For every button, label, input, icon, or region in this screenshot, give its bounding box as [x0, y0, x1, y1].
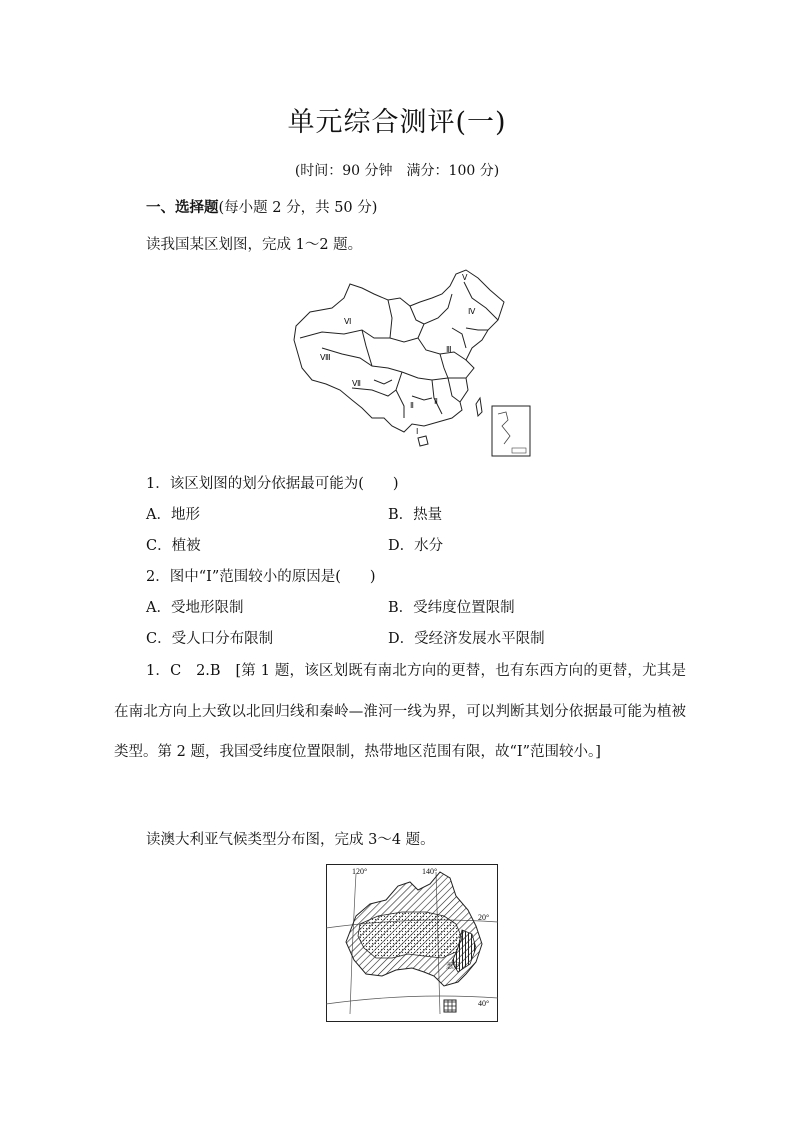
map2-lon-label: 140°: [422, 867, 438, 876]
question-1-option-d: D．水分: [388, 538, 444, 554]
question-2-option-d: D．受经济发展水平限制: [388, 631, 545, 647]
question-1-option-b: B．热量: [388, 507, 443, 523]
map1-label: Ⅳ: [468, 307, 476, 316]
question-intro-2: 读澳大利亚气候类型分布图，完成 3～4 题。: [146, 832, 435, 848]
map1-label: Ⅲ: [446, 345, 452, 354]
question-1-option-a: A．地形: [146, 507, 200, 523]
map1-label: Ⅶ: [352, 379, 361, 388]
exam-info: (时间：90 分钟 满分：100 分): [294, 163, 500, 179]
map2-lon-label: 120°: [352, 867, 368, 876]
section-note: (每小题 2 分，共 50 分): [218, 200, 378, 216]
map1-label: Ⅰ: [416, 427, 419, 436]
question-intro-1: 读我国某区划图，完成 1～2 题。: [146, 237, 363, 253]
australia-climate-map: [326, 864, 498, 1022]
map1-label: Ⅵ: [344, 317, 352, 326]
question-2-option-c: C．受人口分布限制: [146, 631, 274, 647]
section-title: 一、选择题: [146, 199, 219, 216]
question-1-option-c: C．植被: [146, 538, 201, 554]
map1-label: Ⅱ: [410, 401, 414, 410]
question-2-option-b: B．受纬度位置限制: [388, 600, 515, 616]
section-heading: [146, 196, 377, 217]
map1-label: Ⅴ: [462, 273, 468, 282]
map2-city-label: 悉尼: [446, 962, 460, 970]
question-1-stem: 1．该区划图的划分依据最可能为( ): [146, 476, 399, 492]
map2-lat-label: 40°: [478, 999, 490, 1008]
question-2-option-a: A．受地形限制: [146, 600, 244, 616]
answer-explanation-1-2: 1．C 2.B [第 1 题，该区划既有南北方向的更替，也有东西方向的更替，尤其是在南北方向上大致以北回归线和秦岭—淮河一线为界，可以判断其划分依据最可能为植被类型。第 2 题，我国受纬度位置限制，热带地区范围有限，故“Ⅰ”范围较小。]: [114, 663, 686, 760]
map1-label: Ⅷ: [320, 353, 331, 362]
china-region-map: [292, 268, 532, 458]
map2-lat-label: 20°: [478, 913, 490, 922]
page-title: 单元综合测评(一): [287, 107, 507, 138]
map1-label: Ⅱ: [434, 397, 438, 406]
question-2-stem: 2．图中“Ⅰ”范围较小的原因是( ): [146, 569, 376, 585]
